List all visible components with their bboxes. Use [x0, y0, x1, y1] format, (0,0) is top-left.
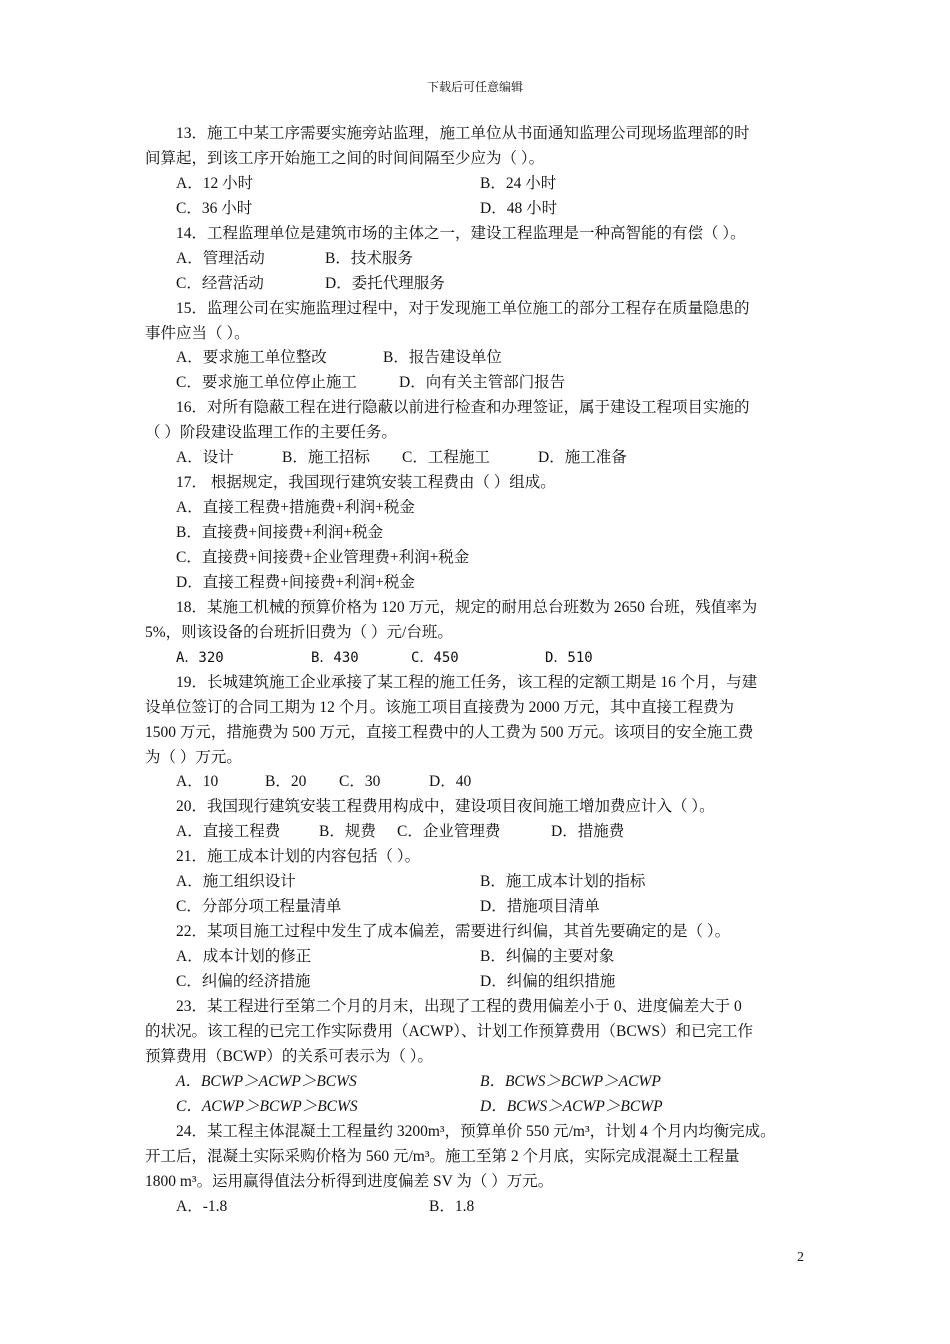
option-b: B．施工招标	[282, 449, 370, 467]
question-23-line-1: 23．某工程进行至第二个月的月末，出现了工程的费用偏差小于 0、进度偏差大于 0	[176, 997, 742, 1015]
option-row	[145, 546, 815, 571]
option-row	[145, 770, 815, 795]
question-21-line-1: 21．施工成本计划的内容包括（ ）。	[176, 848, 421, 866]
option-c: C．30	[339, 773, 381, 791]
option-row	[145, 895, 815, 920]
question-list	[145, 122, 815, 1219]
option-b: B．BCWS＞BCWP＞ACWP	[480, 1072, 661, 1090]
option-a: A．管理活动	[176, 249, 265, 267]
option-row	[145, 346, 815, 371]
question-24-line-2: 开工后，混凝土实际采购价格为 560 元/m³。施工至第 2 个月底，实际完成混凝土工程量	[145, 1147, 740, 1165]
option-row	[145, 870, 815, 895]
option-c: C．ACWP＞BCWP＞BCWS	[176, 1097, 358, 1115]
question-23-line-3: 预算费用（BCWP）的关系可表示为（ ）。	[145, 1047, 434, 1065]
question-13-line-1: 13．施工中某工序需要实施旁站监理，施工单位从书面通知监理公司现场监理部的时	[176, 125, 750, 142]
option-d: D．510	[545, 649, 593, 666]
option-a: A．10	[176, 773, 219, 791]
option-c: C．450	[411, 649, 459, 666]
option-d: D．措施项目清单	[480, 898, 600, 916]
question-19-line-2: 设单位签订的合同工期为 12 个月。该施工项目直接费为 2000 万元，其中直接工程费为	[145, 698, 735, 716]
question-23-line-2: 的状况。该工程的已完工作实际费用（ACWP）、计划工作预算费用（BCWS）和已完工作	[145, 1022, 753, 1040]
option-row	[145, 371, 815, 396]
question-24-line-1: 24．某工程主体混凝土工程量约 3200m³，预算单价 550 元/m³，计划 4 个月内均衡完成。	[176, 1122, 776, 1140]
question-18-line-1: 18．某施工机械的预算价格为 120 万元，规定的耐用总台班数为 2650 台班，残值率为	[176, 598, 758, 616]
option-c: C．企业管理费	[397, 823, 501, 841]
option-c: C．直接费+间接费+企业管理费+利润+税金	[176, 549, 470, 567]
option-a: A．要求施工单位整改	[176, 349, 327, 367]
option-b: B．1.8	[429, 1197, 475, 1215]
option-row	[145, 1070, 815, 1095]
option-d: D．委托代理服务	[325, 274, 445, 292]
option-d: D．48 小时	[480, 199, 558, 217]
question-24-line-3: 1800 m³。运用赢得值法分析得到进度偏差 SV 为（ ）万元。	[145, 1172, 554, 1190]
option-d: D．40	[429, 773, 472, 791]
option-row	[145, 521, 815, 546]
option-a: A．直接工程费	[176, 823, 281, 841]
option-row	[145, 970, 815, 995]
option-row	[145, 172, 815, 197]
option-a: A．-1.8	[176, 1197, 228, 1215]
option-d: D．措施费	[551, 823, 625, 841]
option-b: B．430	[311, 649, 359, 666]
option-b: B．24 小时	[480, 174, 557, 192]
option-b: B．报告建设单位	[383, 349, 502, 367]
option-d: D．BCWS＞ACWP＞BCWP	[480, 1097, 663, 1115]
option-a: A．320	[176, 649, 224, 666]
question-19-line-1: 19．长城建筑施工企业承接了某工程的施工任务，该工程的定额工期是 16 个月，与建	[176, 673, 758, 691]
option-c: C．要求施工单位停止施工	[176, 374, 357, 392]
option-b: B．规费	[319, 823, 376, 841]
option-d: D．施工准备	[538, 449, 627, 467]
question-18-line-2: 5%，则该设备的台班折旧费为（ ）元/台班。	[145, 623, 453, 641]
option-row	[145, 247, 815, 272]
option-row	[145, 646, 815, 671]
option-a: A．成本计划的修正	[176, 948, 312, 966]
option-row	[145, 1095, 815, 1120]
option-d: D．纠偏的组织措施	[480, 973, 616, 991]
option-row	[145, 496, 815, 521]
option-c: C．工程施工	[402, 449, 490, 467]
question-22-line-1: 22．某项目施工过程中发生了成本偏差，需要进行纠偏，其首先要确定的是（ ）。	[176, 923, 731, 941]
question-20-line-1: 20．我国现行建筑安装工程费用构成中，建设项目夜间施工增加费应计入（ ）。	[176, 798, 715, 816]
option-b: B．施工成本计划的指标	[480, 873, 646, 891]
page-number: 2	[797, 1250, 804, 1265]
question-15-line-1: 15．监理公司在实施监理过程中，对于发现施工单位施工的部分工程存在质量隐患的	[176, 299, 750, 317]
option-b: B．直接费+间接费+利润+税金	[176, 524, 384, 542]
option-a: A．施工组织设计	[176, 873, 296, 891]
option-c: C．经营活动	[176, 274, 264, 292]
option-c: C．纠偏的经济措施	[176, 973, 311, 991]
option-row	[145, 446, 815, 471]
question-17-line-1: 17． 根据规定，我国现行建筑安装工程费由（ ）组成。	[176, 474, 556, 492]
option-b: B．纠偏的主要对象	[480, 948, 615, 966]
option-c: C．36 小时	[176, 199, 253, 217]
option-a: A．12 小时	[176, 174, 254, 192]
question-16-line-2: （ ）阶段建设监理工作的主要任务。	[145, 424, 397, 442]
option-a: A．BCWP＞ACWP＞BCWS	[176, 1072, 357, 1090]
option-a: A．设计	[176, 449, 234, 467]
option-row	[145, 945, 815, 970]
option-row	[145, 272, 815, 297]
option-row	[145, 1195, 815, 1220]
question-19-line-4: 为（ ）万元。	[145, 748, 242, 766]
question-15-line-2: 事件应当（ ）。	[145, 324, 250, 342]
page-header: 下载后可任意编辑	[426, 80, 523, 94]
option-c: C．分部分项工程量清单	[176, 898, 342, 916]
question-19-line-3: 1500 万元，措施费为 500 万元，直接工程费中的人工费为 500 万元。该项目的安全施工费	[145, 723, 754, 741]
question-14-line-1: 14．工程监理单位是建筑市场的主体之一，建设工程监理是一种高智能的有偿（ ）。	[176, 224, 746, 242]
option-d: D．直接工程费+间接费+利润+税金	[176, 573, 415, 591]
option-a: A．直接工程费+措施费+利润+税金	[176, 499, 415, 517]
question-16-line-1: 16．对所有隐蔽工程在进行隐蔽以前进行检查和办理签证，属于建设工程项目实施的	[176, 399, 750, 417]
option-row	[145, 571, 815, 596]
option-b: B．20	[265, 773, 307, 791]
option-row	[145, 820, 815, 845]
option-row	[145, 197, 815, 222]
option-b: B．技术服务	[325, 249, 413, 267]
question-13-line-2: 间算起，到该工序开始施工之间的时间间隔至少应为（ ）。	[145, 149, 545, 167]
option-d: D．向有关主管部门报告	[399, 374, 566, 392]
